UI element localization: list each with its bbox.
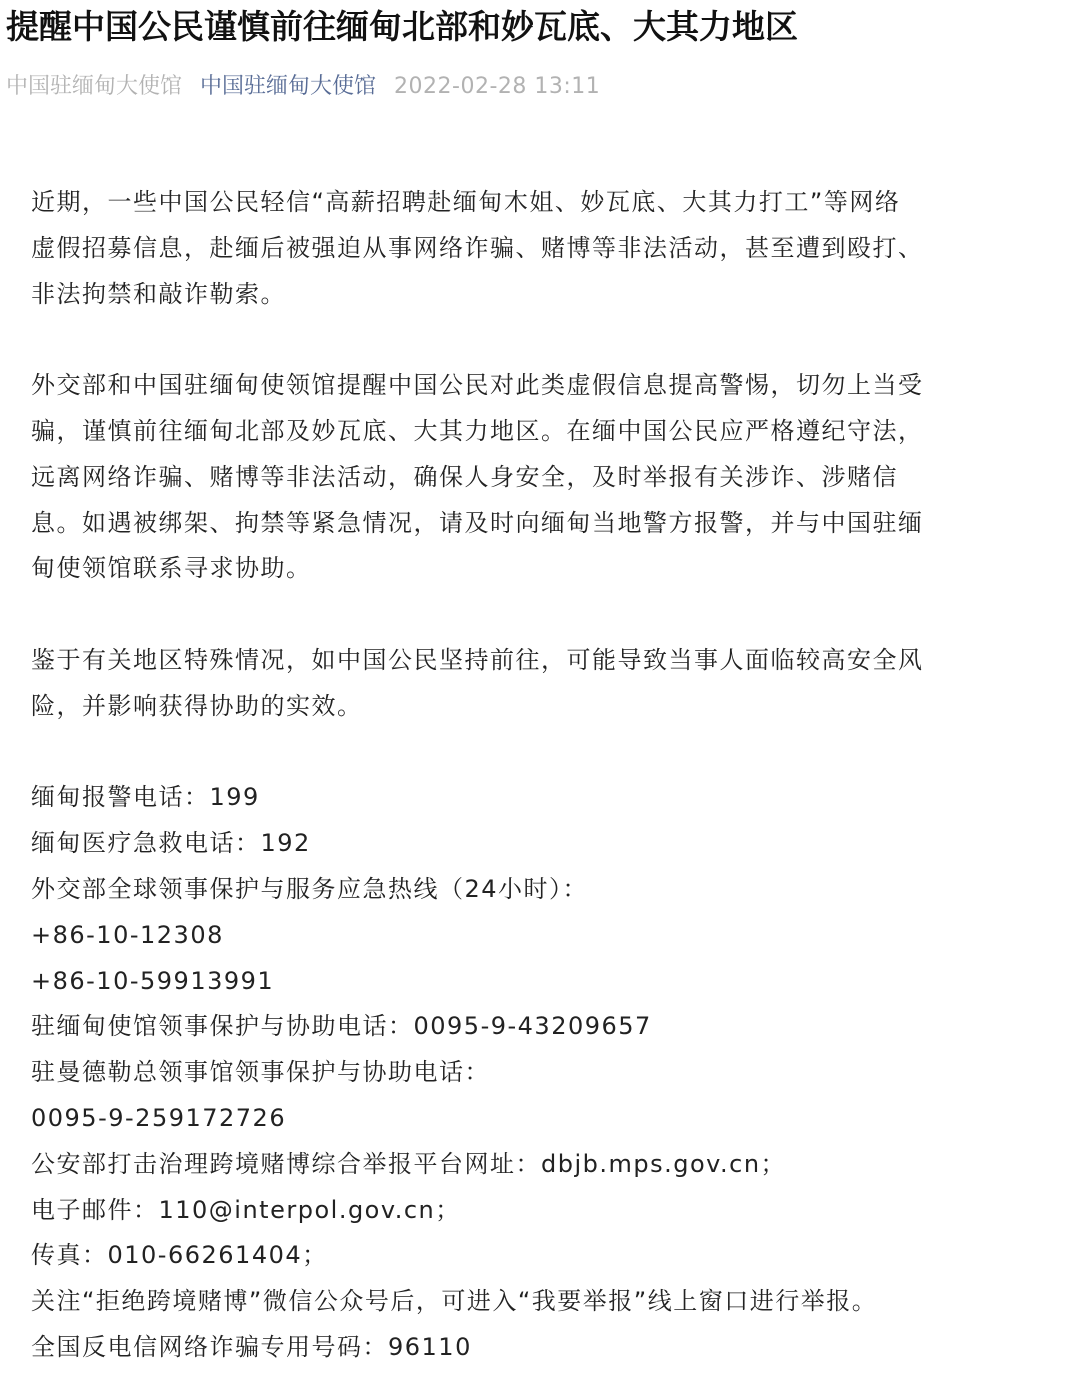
text-line: 虚假招募信息，赴缅后被强迫从事网络诈骗、赌博等非法活动，甚至遭到殴打、 [31,233,924,262]
paragraph-spacer [31,592,1041,638]
contact-myanmar-ambulance: 缅甸医疗急救电话：192 [31,829,311,858]
contact-fax: 传真：010-66261404； [31,1241,328,1270]
text-line: 外交部和中国驻缅甸使领馆提醒中国公民对此类虚假信息提高警惕，切勿上当受 [31,371,924,400]
paragraph-spacer [31,730,1041,776]
paragraph-spacer [31,317,1041,363]
paragraph-2 [31,363,1041,592]
text-line: 远离网络诈骗、赌博等非法活动，确保人身安全，及时举报有关涉诈、涉赌信 [31,462,898,491]
contact-myanmar-police: 缅甸报警电话：199 [31,783,260,812]
contact-email: 电子邮件：110@interpol.gov.cn； [31,1195,461,1224]
meta-publish-date: 2022-02-28 13:11 [394,74,601,99]
paragraph-3 [31,638,1041,730]
contact-mfa-hotline-1[interactable]: +86-10-12308 [31,920,224,949]
article-body [31,180,1041,1371]
meta-account-link[interactable]: 中国驻缅甸大使馆 [200,74,377,99]
text-line: 非法拘禁和敲诈勒索。 [31,279,286,308]
text-line: 近期，一些中国公民轻信“高薪招聘赴缅甸木姐、妙瓦底、大其力打工”等网络 [31,188,901,216]
contact-embassy-phone: 驻缅甸使馆领事保护与协助电话：0095-9-43209657 [31,1012,652,1041]
contact-mandalay-label: 驻曼德勒总领事馆领事保护与协助电话： [31,1058,490,1087]
article-meta [6,70,600,104]
article-title: 提醒中国公民谨慎前往缅甸北部和妙瓦底、大其力地区 [6,7,798,46]
paragraph-1 [31,180,1041,317]
text-line: 息。如遇被绑架、拘禁等紧急情况，请及时向缅甸当地警方报警，并与中国驻缅 [31,508,924,537]
text-line: 甸使领馆联系寻求协助。 [31,554,312,583]
text-line: 鉴于有关地区特殊情况，如中国公民坚持前往，可能导致当事人面临较高安全风 [31,645,924,674]
contact-mfa-hotline-2[interactable]: +86-10-59913991 [31,966,275,995]
contact-wechat-report: 关注“拒绝跨境赌博”微信公众号后，可进入“我要举报”线上窗口进行举报。 [31,1287,878,1316]
meta-source: 中国驻缅甸大使馆 [6,74,183,99]
contact-list [31,775,1041,1370]
text-line: 骗，谨慎前往缅甸北部及妙瓦底、大其力地区。在缅中国公民应严格遵纪守法， [31,416,924,445]
contact-mandalay-phone[interactable]: 0095-9-259172726 [31,1103,287,1132]
contact-mfa-hotline-label: 外交部全球领事保护与服务应急热线（24小时）： [31,874,589,903]
contact-report-website: 公安部打击治理跨境赌博综合举报平台网址：dbjb.mps.gov.cn； [31,1149,787,1178]
text-line: 险，并影响获得协助的实效。 [31,691,363,720]
contact-anti-fraud-number: 全国反电信网络诈骗专用号码：96110 [31,1332,472,1361]
